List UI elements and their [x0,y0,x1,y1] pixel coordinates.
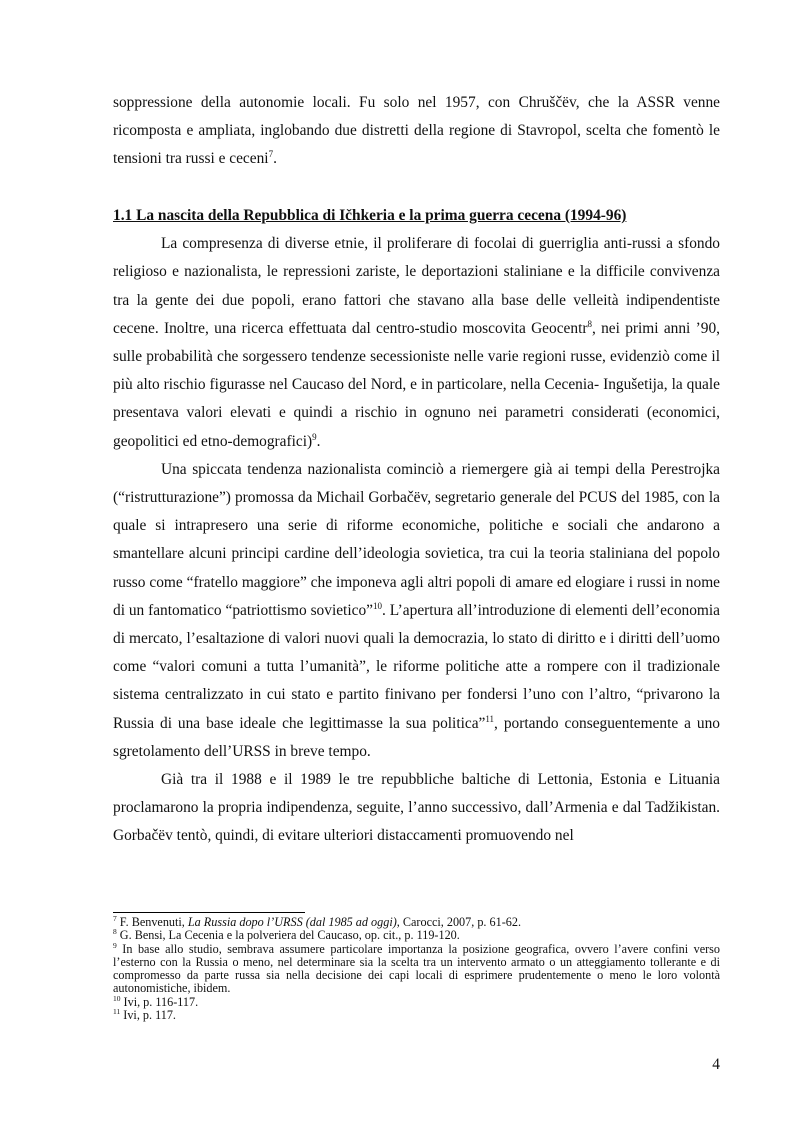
footnote-7: $^7$ F. Benvenuti, La Russia dopo l’URSS (dal 1985 ad oggi), Carocci, 2007, p. 61-62. [113,913,522,929]
footnote-11: $^{11}$ Ivi, p. 117. [113,1007,176,1023]
paragraph-2: Una spiccata tendenza nazionalista cominciò a riemergere già ai tempi della Perestrojka (“ristrutturazione”) promossa da Michail Gorbačëv, segretario generale del PCUS del 1985, con la quale si intrapresero una serie di riforme economiche, politiche e sociali che andarono a smantellare alcuni principi cardine dell’ideologia sovietica, tra cui la teoria staliniana del popolo russo come “fratello maggiore” che imponeva agli altri popoli di amare ed elogiare i russi in nome di un fantomatico “patriottismo sovietico”$^{10}$. L’apertura all’introduzione di elementi dell’economia di mercato, l’esaltazione di valori nuovi quali la democrazia, lo stato di diritto e i diritti dell’uomo come “valori comuni a tutta l’umanità”, le riforme politiche atte a rompere con il tradizionale sistema centralizzato in cui stato e partito finivano per fondersi l’uno con l’altro, “privarono la Russia di una base ideale che legittimasse la sua politica”$^{11}$, portando conseguentemente a uno sgretolamento dell’URSS in breve tempo. [113,460,720,760]
book-title: La Russia dopo l’URSS (dal 1985 ad oggi) [187,915,397,929]
footnote-8: $^8$ G. Bensi, La Cecenia e la polveriera del Caucaso, op. cit., p. 119-120. [113,927,460,943]
footnote-ref-11[interactable]: 11 [485,713,495,724]
page-number: 4 [712,1056,720,1073]
section-1-1 [113,202,720,851]
footnote-ref-8[interactable]: 8 [587,318,592,329]
paragraph-1: La compresenza di diverse etnie, il proliferare di focolai di guerriglia anti-russi a sfondo religioso e nazionalista, le repressioni zariste, le deportazioni staliniane e la difficile convivenza tra la gente dei due popoli, erano fattori che stavano alla base delle velleità indipendentiste cecene. Inoltre, una ricerca effettuata dal centro-studio moscovita Geocentr$^8$, nei primi anni ’90, sulle probabilità che sorgessero tendenze secessioniste nelle varie regioni russe, evidenziò come il più alto rischio figurasse nel Caucaso del Nord, e in particolare, nella Cecenia- Ingušetija, la quale presentava valori elevati e quindi a rischio in ognuno nei parametri considerati (economici, geopolitici ed etno-demografici)$^9$. [113,235,720,450]
footnote-10: $^{10}$ Ivi, p. 116-117. [113,993,199,1009]
paragraph-3: Già tra il 1988 e il 1989 le tre repubbliche baltiche di Lettonia, Estonia e Lituania proclamarono la propria indipendenza, seguite, l’anno successivo, dall’Armenia e dal Tadžikistan. Gorbačëv tentò, quindi, di evitare ulteriori distaccamenti promuovendo nel [113,771,720,845]
footnote-9: $^9$ In base allo studio, sembrava assumere particolare importanza la posizione geografica, ovvero l’avere confini verso l’esterno con la Russia o meno, nel determinare sia la scelta tra un intervento armato o un atteggiamento tollerante e di compromesso da parte russa sia nella decisione dei capi locali di esprimere prudentemente o meno le loro volontà autonomistiche, ibidem. [113,940,720,996]
footnote-ref-7[interactable]: 7 [268,149,274,160]
main-text [113,89,720,174]
footnote-ref-10[interactable]: 10 [372,600,382,611]
footnotes [113,912,720,1022]
footnote-separator [113,912,305,913]
footnote-ref-9[interactable]: 9 [312,431,317,442]
intro-paragraph: soppressione della autonomie locali. Fu solo nel 1957, con Chruščëv, che la ASSR venne ricomposta e ampliata, inglobando due distretti della regione di Stavropol, scelta che fomentò le tensioni tra russi e ceceni$^7$. [113,94,720,168]
section-heading: 1.1 La nascita della Repubblica di Ičhkeria e la prima guerra cecena (1994-96) [113,207,627,224]
